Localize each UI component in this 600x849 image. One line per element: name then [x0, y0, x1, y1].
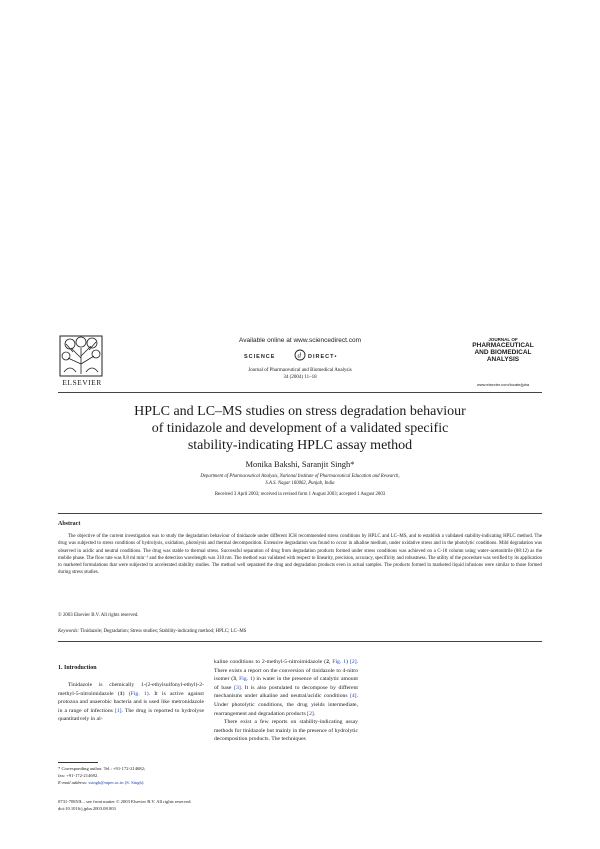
article-title	[0, 403, 600, 454]
journal-logo	[458, 337, 548, 382]
text-run: ) in water in the presence of catalytic amount of base	[214, 676, 358, 691]
title-line-1: HPLC and LC–MS studies on stress degradation behaviour	[134, 404, 466, 419]
text-run: . It is active against protozoa and anaerobic bacteria and is used like metronidazole in a range of infections	[58, 690, 204, 714]
text-run: . Under photolytic conditions, the drug yields intermediate, rearrangement and degradation products	[214, 693, 358, 717]
svg-text:DIRECT•: DIRECT•	[308, 354, 338, 360]
compound-number: 2	[326, 659, 329, 665]
text-run: . The drug is reported to hydrolyse quantitatively in al-	[58, 707, 204, 723]
abstract-bottom-divider	[58, 641, 542, 642]
authors: Monika Bakshi, Saranjit Singh*	[245, 459, 355, 469]
paragraph: There exist a few reports on stability-indicating assay methods for tinidazole but mainly in the presence of hydrolytic decomposition products. The techniques	[214, 719, 358, 743]
email-link[interactable]: ssingh@niper.ac.in (S. Singh).	[88, 780, 145, 785]
text-run: .	[313, 710, 316, 717]
keywords-label: Keywords:	[58, 629, 80, 634]
journal-logo-line1: PHARMACEUTICAL	[472, 342, 534, 349]
doi-line: doi:10.1016/j.jpba.2003.08.003	[58, 806, 116, 811]
text-run: . It is also postulated to decompose by different mechanisms under alkaline and neutral/acidic conditions	[214, 684, 359, 700]
issn-line: 0731-7085/$ – see front matter © 2003 Elsevier B.V. All rights reserved.	[58, 799, 192, 804]
affiliation	[0, 474, 600, 487]
svg-text:d: d	[297, 351, 301, 360]
fig-1-link[interactable]: Fig. 1	[239, 676, 253, 683]
title-line-2: of tinidazole and development of a validated specific	[151, 421, 449, 436]
affiliation-line-1: Department of Pharmaceutical Analysis, National Institute of Pharmaceutical Education and Research,	[200, 474, 400, 479]
compound-number: 1	[119, 690, 123, 697]
text-run: ,	[235, 676, 240, 683]
journal-url[interactable]: www.elsevier.com/locate/jpba	[476, 382, 530, 387]
fig-1-link[interactable]: (Fig. 1)	[128, 690, 149, 697]
abstract-body: The objective of the current investigation was to study the degradation behaviour of tinidazole under different ICH recommended stress conditions by HPLC and LC–MS, and to establish a validated stability-indicating HPLC method. The drug was subjected to stress conditions of hydrolysis, oxidation, photolysis and thermal decomposition. Extensive degradation was found to occur in alkaline medium, under oxidative stress and in the photolytic conditions. Mild degradation was observed in acidic and neutral conditions. The drug was stable to thermal stress. Successful separation of drug from degradation products formed under stress conditions was achieved on a C-18 column using water–acetonitrile (88:12) as the mobile phase. The flow rate was 0.8 ml min⁻¹ and the detection wavelength was 310 nm. The method was validated with respect to linearity, precision, accuracy, specificity and robustness. The utility of the procedure was verified by its application to marketed formulations that were subjected to accelerated stability studies. The method well separated the drug and degradation products even in actual samples. The products formed in marketed liquid infusions were similar to those formed during stress studies.	[58, 534, 542, 576]
abstract-top-divider	[58, 513, 542, 514]
publisher-name: ELSEVIER	[62, 378, 102, 387]
ref-3-link[interactable]: [3]	[234, 684, 241, 691]
footnote-email-line	[58, 779, 208, 786]
journal-name: Journal of Pharmaceutical and Biomedical Analysis	[248, 368, 352, 373]
compound-number: 3	[233, 676, 236, 683]
footnote-divider	[58, 762, 98, 763]
email-label: E-mail address:	[58, 780, 88, 785]
ref-1-link[interactable]: [1]	[114, 707, 122, 714]
ref-4-link[interactable]: [4]	[349, 693, 357, 700]
keywords-list: Tinidazole; Degradation; Stress studies; Stability-indicating method; HPLC; LC–MS	[80, 629, 247, 634]
sciencedirect-logo	[242, 349, 358, 361]
ref-2-link[interactable]: [2]	[349, 659, 357, 665]
corresponding-author-footnote	[58, 765, 208, 786]
text-run: )	[122, 690, 129, 697]
journal-logo-line2: AND BIOMEDICAL	[474, 349, 532, 356]
page-footer	[58, 798, 192, 812]
journal-volume: 34 (2004) 11–18	[283, 375, 317, 380]
affiliation-line-2: S.A.S. Nagar 160062, Punjab, India	[265, 480, 335, 486]
title-line-3: stability-indicating HPLC assay method	[187, 438, 413, 453]
copyright-line: © 2003 Elsevier B.V. All rights reserved.	[58, 613, 139, 618]
text-run: ,	[328, 659, 333, 665]
available-online-line: Available online at www.sciencedirect.com	[239, 337, 361, 344]
text-run: Tinidazole is chemically 1-(2-ethylsulfonyl-ethyl)-2-methyl-5-nitroimidazole (	[58, 682, 204, 697]
svg-text:SCIENCE: SCIENCE	[244, 354, 276, 360]
fig-1-link[interactable]: Fig. 1	[332, 659, 347, 665]
intro-left-column	[58, 681, 204, 724]
abstract-heading: Abstract	[58, 521, 81, 527]
journal-logo-top: JOURNAL OF	[488, 337, 518, 342]
footnote-line-1: * Corresponding author. Tel.: +91-172-214682;	[58, 766, 146, 771]
ref-2-link[interactable]: [2]	[307, 710, 314, 717]
section-heading-introduction: 1. Introduction	[58, 665, 97, 671]
keywords	[58, 629, 246, 634]
text-run: . There exists a report on the conversion of tinidazole to 4-nitro isomer (	[214, 659, 359, 683]
text-run: )	[346, 659, 350, 665]
paragraph	[214, 658, 358, 718]
footnote-line-2: fax: +91-172-214692.	[58, 773, 99, 778]
text-run: kaline conditions to 2-methyl-5-nitroimidazole (	[214, 659, 327, 665]
header-divider	[58, 392, 542, 393]
intro-right-column	[214, 658, 358, 744]
received-dates: Received 3 April 2003; received in revised form 1 August 2003; accepted 1 August 2003	[214, 492, 386, 497]
journal-logo-line3: ANALYSIS	[486, 356, 520, 363]
